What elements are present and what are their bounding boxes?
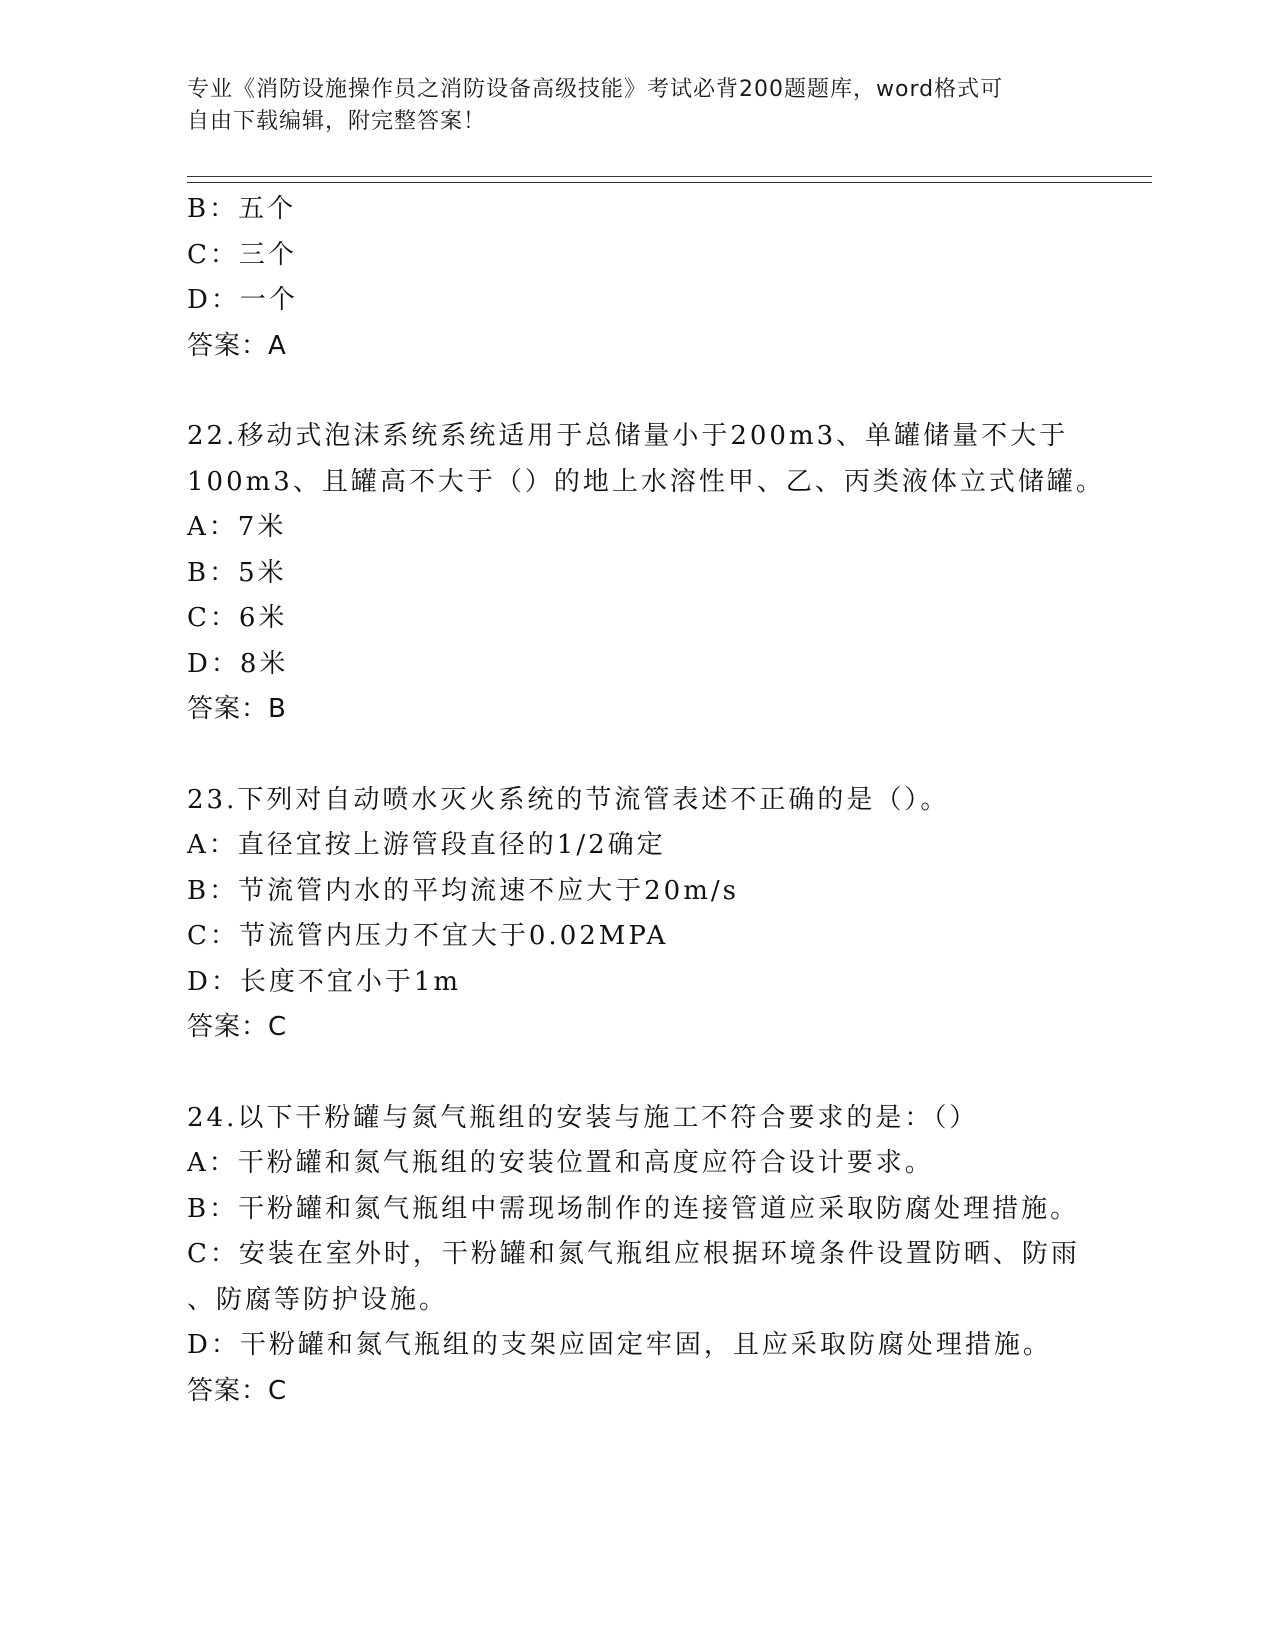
question-21-tail	[187, 187, 1087, 369]
option-d: D：8米	[187, 648, 289, 679]
answer-label: 答案：B	[187, 694, 287, 724]
question-stem: 22.移动式泡沫系统系统适用于总储量小于200m3、单罐储量不大于	[187, 421, 1069, 451]
spacer	[187, 1051, 1087, 1096]
answer-label: 答案：C	[187, 1375, 288, 1406]
spacer	[187, 369, 1087, 414]
option-a: A：干粉罐和氮气瓶组的安装位置和高度应符合设计要求。	[187, 1148, 934, 1178]
option-b: B：节流管内水的平均流速不应大于20m/s	[187, 875, 739, 906]
option-b: B：5米	[187, 557, 287, 588]
option-a: A：直径宜按上游管段直径的1/2确定	[187, 830, 666, 860]
option-a: A：7米	[187, 512, 287, 542]
answer-label: 答案：C	[187, 1012, 288, 1042]
question-stem-continued: 100m3、且罐高不大于（）的地上水溶性甲、乙、丙类液体立式储罐。	[187, 466, 1105, 497]
header-title-line-1: 专业《消防设施操作员之消防设备高级技能》考试必背200题题库，word格式可	[187, 77, 1004, 102]
document-header	[187, 74, 1067, 138]
spacer	[187, 733, 1087, 778]
header-double-rule	[187, 176, 1152, 183]
option-c: C：安装在室外时，干粉罐和氮气瓶组应根据环境条件设置防晒、防雨	[187, 1239, 1080, 1269]
option-d: D：长度不宜小于1m	[187, 966, 462, 997]
option-b: B：五个	[187, 194, 297, 224]
question-stem: 24.以下干粉罐与氮气瓶组的安装与施工不符合要求的是：（）	[187, 1102, 979, 1133]
question-24	[187, 1096, 1087, 1415]
header-title-line-2: 自由下载编辑，附完整答案！	[187, 109, 487, 134]
question-22	[187, 414, 1105, 733]
option-c-continued: 、防腐等防护设施。	[187, 1284, 449, 1315]
answer-label: 答案：A	[187, 330, 287, 361]
option-c: C：节流管内压力不宜大于0.02MPA	[187, 921, 669, 951]
question-content	[187, 187, 1105, 1414]
option-d: D：一个	[187, 285, 298, 315]
question-23	[187, 778, 1087, 1051]
option-c: C：三个	[187, 239, 297, 270]
option-c: C：6米	[187, 603, 288, 633]
option-b: B：干粉罐和氮气瓶组中需现场制作的连接管道应采取防腐处理措施。	[187, 1193, 1080, 1224]
question-stem: 23.下列对自动喷水灭火系统的节流管表述不正确的是（）。	[187, 784, 950, 815]
option-d: D：干粉罐和氮气瓶组的支架应固定牢固，且应采取防腐处理措施。	[187, 1330, 1052, 1360]
